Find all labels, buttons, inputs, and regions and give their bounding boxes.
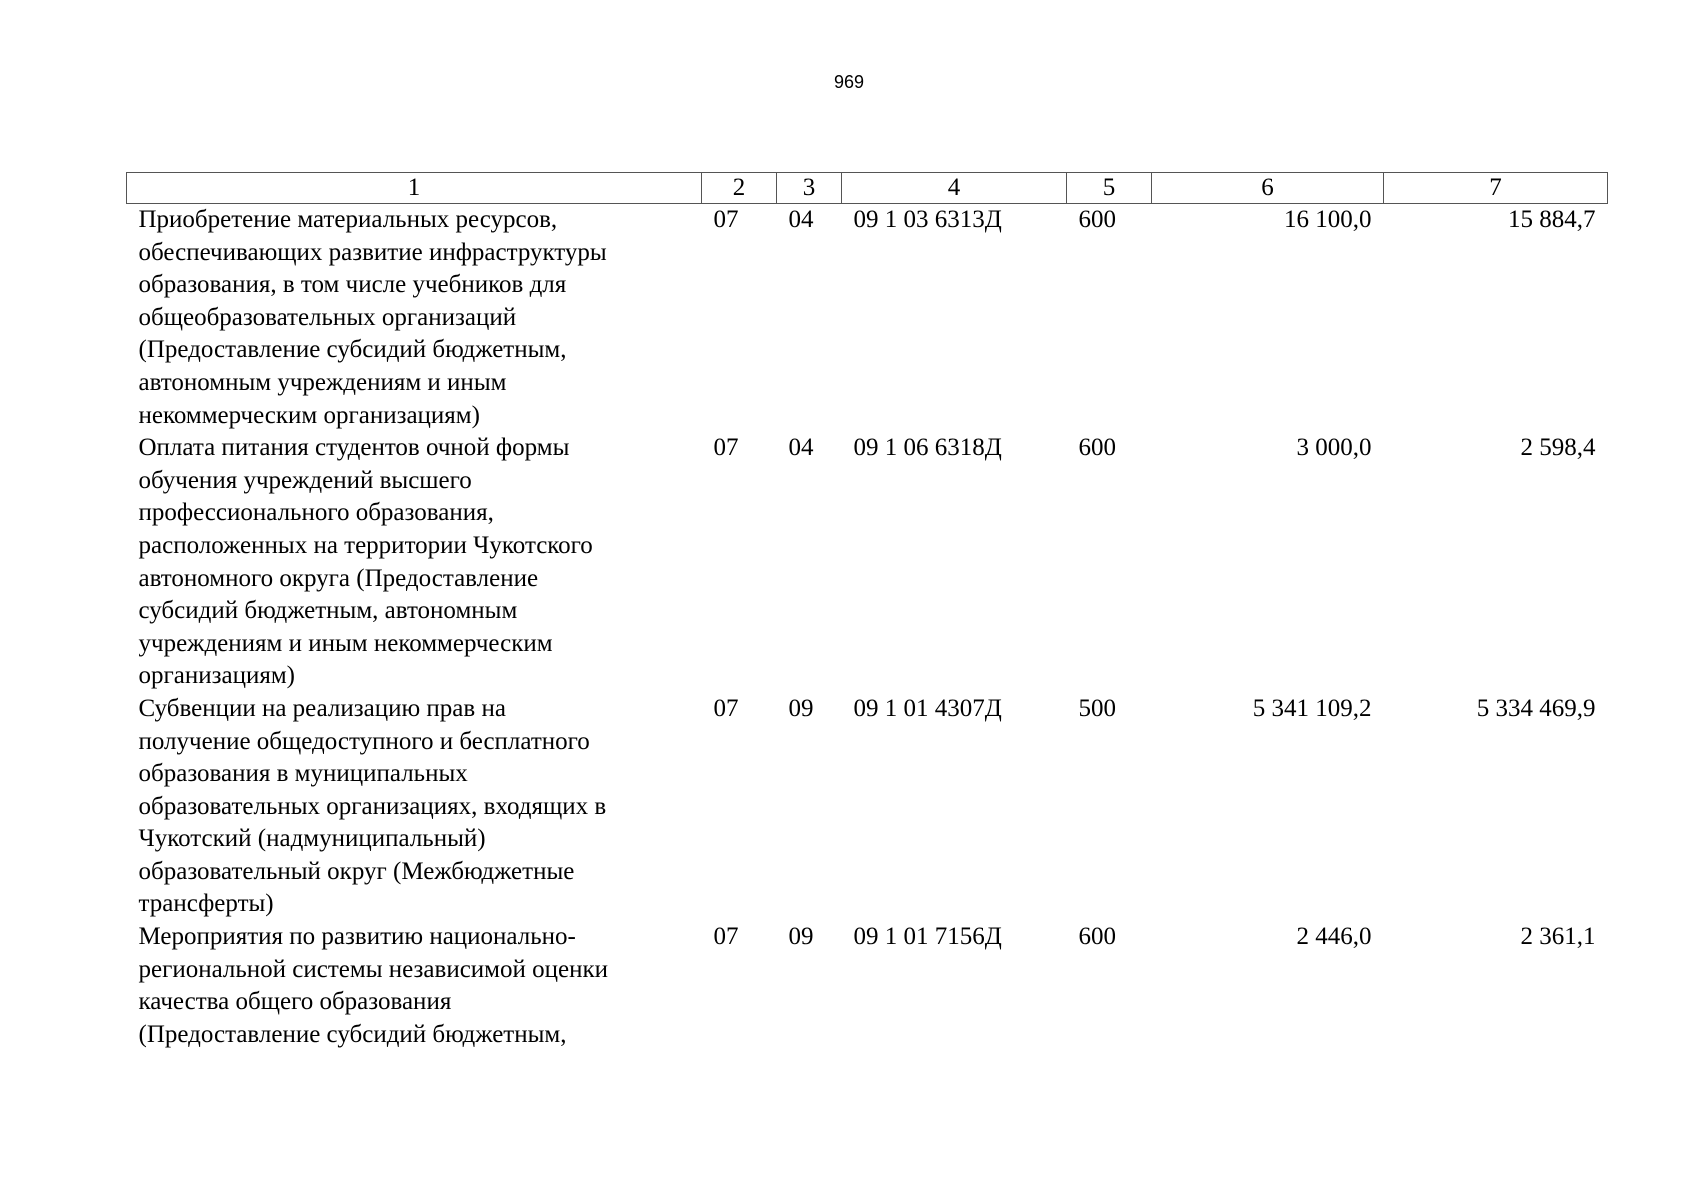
target-article-code: 09 1 01 7156Д: [853, 923, 1002, 951]
description-line: (Предоставление субсидий бюджетным,: [138, 336, 567, 364]
description-line: образования в муниципальных: [138, 760, 468, 788]
description-line: организациям): [138, 662, 295, 690]
target-article-code: 09 1 03 6313Д: [853, 206, 1002, 233]
description-line: трансферты): [138, 890, 274, 918]
planned-amount: 3 000,0: [1296, 434, 1372, 462]
description-line: Приобретение материальных ресурсов,: [138, 206, 558, 233]
description-line: образования, в том числе учебников для: [138, 271, 567, 299]
table-row: [127, 204, 1608, 433]
executed-amount: 2 598,4: [1520, 434, 1596, 462]
description-line: профессионального образования,: [138, 499, 494, 527]
table-row: [127, 921, 1608, 1051]
description-line: получение общедоступного и бесплатного: [138, 727, 590, 755]
expense-type-code: 600: [1078, 434, 1116, 462]
expense-type-code: 500: [1078, 694, 1116, 722]
executed-amount: 2 361,1: [1520, 923, 1596, 951]
target-article-code: 09 1 06 6318Д: [853, 434, 1002, 462]
column-header-5: 5: [1067, 173, 1152, 204]
executed-amount: 15 884,7: [1508, 206, 1596, 233]
section-code: 07: [713, 923, 739, 951]
executed-amount: 5 334 469,9: [1476, 694, 1596, 722]
description-line: обеспечивающих развитие инфраструктуры: [138, 238, 607, 266]
expense-type-code: 600: [1078, 206, 1116, 233]
column-header-6: 6: [1152, 173, 1384, 204]
page-number: 969: [833, 72, 865, 92]
column-header-1: 1: [127, 173, 702, 204]
description-line: некоммерческим организациям): [138, 401, 480, 429]
column-header-4: 4: [842, 173, 1067, 204]
subsection-code: 04: [788, 206, 814, 233]
section-code: 07: [713, 206, 739, 233]
planned-amount: 2 446,0: [1296, 923, 1372, 951]
description-line: автономным учреждениям и иным: [138, 368, 507, 396]
description-line: (Предоставление субсидий бюджетным,: [138, 1020, 567, 1048]
description-line: субсидий бюджетным, автономным: [138, 597, 518, 625]
column-header-7: 7: [1384, 173, 1608, 204]
description-line: расположенных на территории Чукотского: [138, 531, 593, 559]
description-line: общеобразовательных организаций: [138, 303, 517, 331]
column-header-2: 2: [702, 173, 777, 204]
table-row: [127, 432, 1608, 693]
description-line: Оплата питания студентов очной формы: [138, 434, 570, 462]
section-code: 07: [713, 434, 739, 462]
section-code: 07: [713, 694, 739, 722]
description-line: Мероприятия по развитию национально-: [138, 923, 576, 951]
table-row: [127, 693, 1608, 921]
description-line: обучения учреждений высшего: [138, 466, 472, 494]
description-line: образовательный округ (Межбюджетные: [138, 857, 575, 885]
description-line: образовательных организациях, входящих в: [138, 792, 607, 820]
expense-type-code: 600: [1078, 923, 1116, 951]
target-article-code: 09 1 01 4307Д: [853, 694, 1002, 722]
budget-table: [126, 172, 1608, 1051]
description-line: региональной системы независимой оценки: [138, 955, 609, 983]
row-description: [127, 693, 702, 921]
planned-amount: 16 100,0: [1284, 206, 1372, 233]
description-line: Субвенции на реализацию прав на: [138, 694, 506, 722]
description-line: Чукотский (надмуниципальный): [138, 825, 486, 853]
table-header-row: [127, 173, 1608, 204]
planned-amount: 5 341 109,2: [1252, 694, 1372, 722]
description-line: автономного округа (Предоставление: [138, 564, 539, 592]
subsection-code: 04: [788, 434, 814, 462]
column-header-3: 3: [777, 173, 842, 204]
row-description: [127, 921, 702, 1051]
subsection-code: 09: [788, 923, 814, 951]
row-description: [127, 204, 702, 433]
subsection-code: 09: [788, 694, 814, 722]
description-line: качества общего образования: [138, 988, 452, 1016]
description-line: учреждениям и иным некоммерческим: [138, 629, 553, 657]
row-description: [127, 432, 702, 693]
